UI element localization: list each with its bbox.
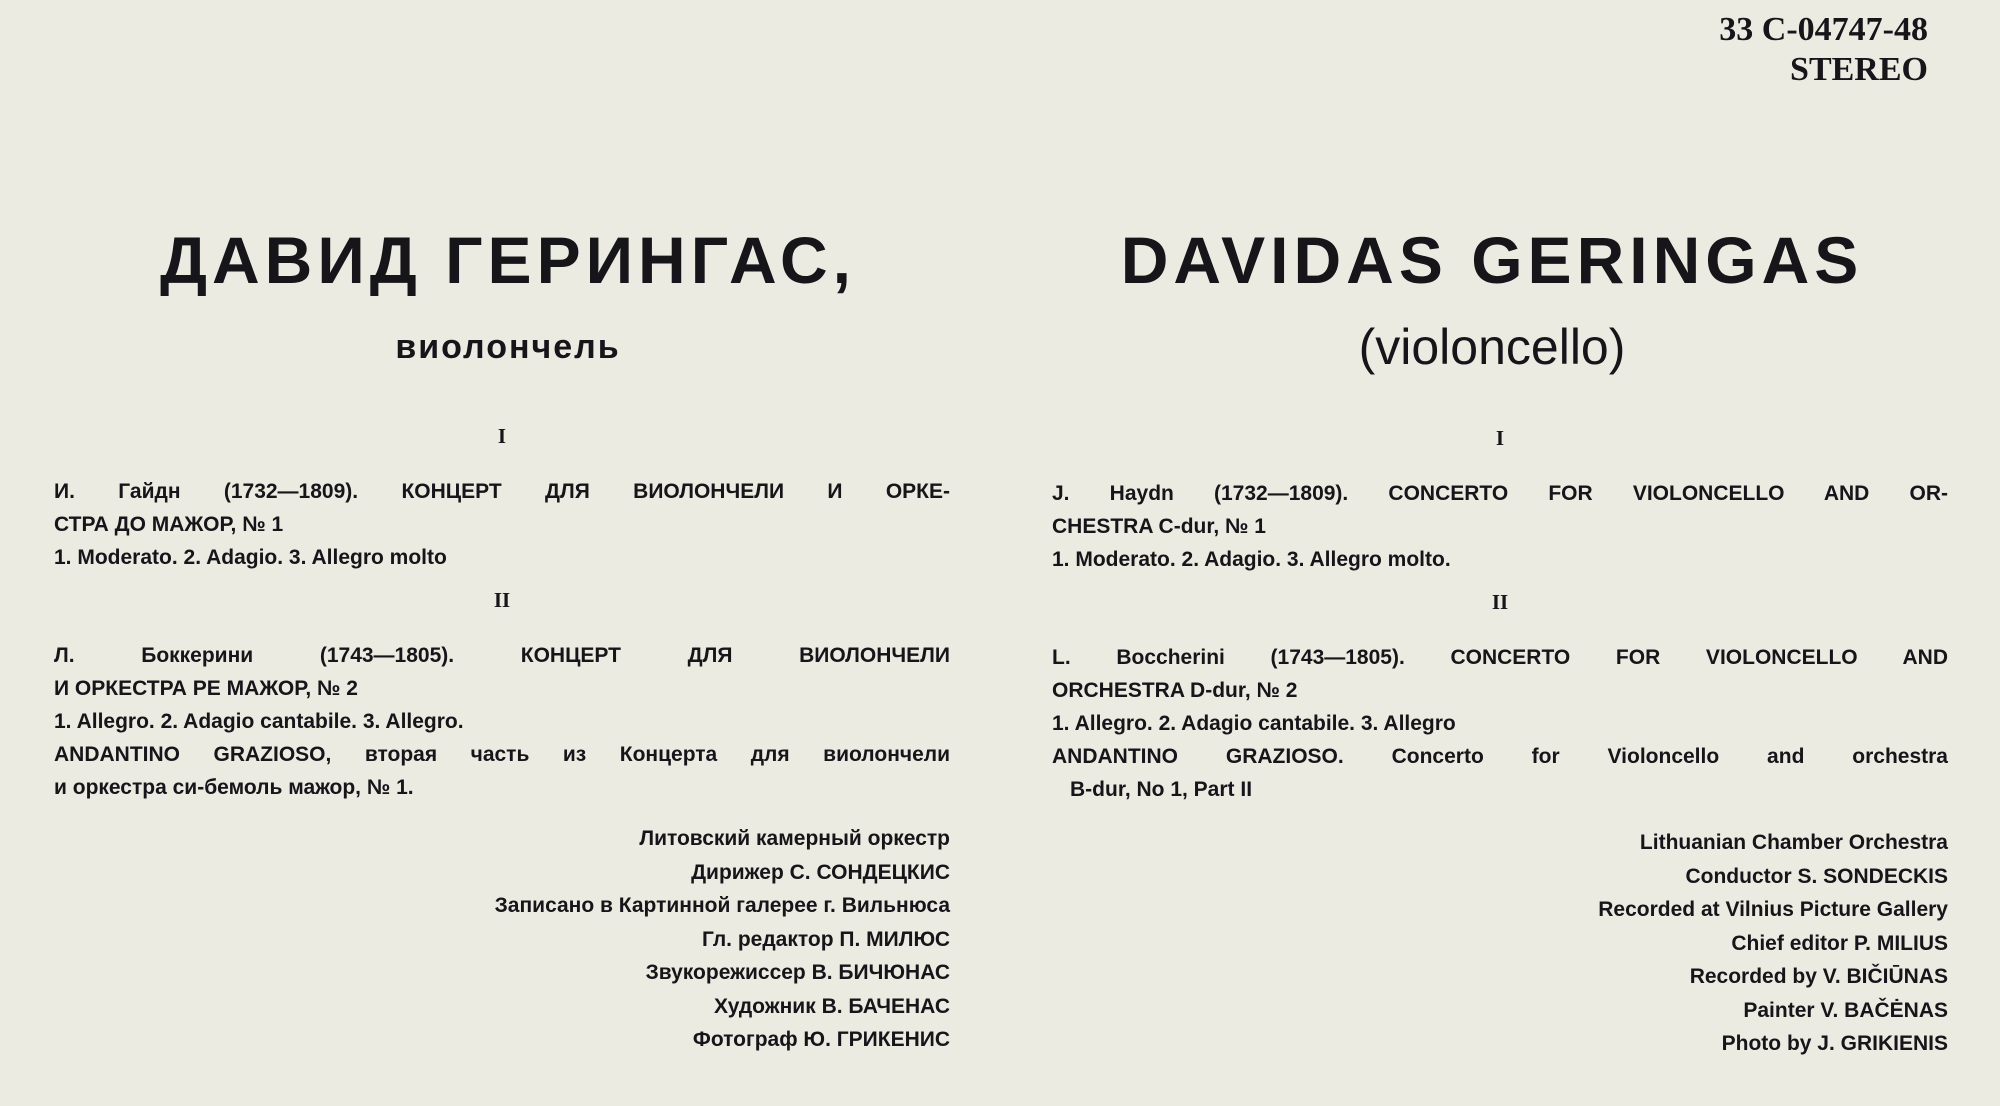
boccherini-title-line1-ru: Л. Боккерини (1743—1805). КОНЦЕРТ ДЛЯ ВИОЛОНЧЕЛИ: [54, 644, 950, 667]
part-numeral-1-ru: I: [497, 424, 507, 448]
andantino-line2-ru: и оркестра си-бемоль мажор, № 1.: [54, 776, 414, 799]
credit-sound-engineer-ru: Звукорежиссер В. БИЧЮНАС: [645, 961, 950, 984]
andantino-line1-en: ANDANTINO GRAZIOSO. Concerto for Violoncello and orchestra: [1052, 745, 1948, 768]
haydn-movements-en: 1. Moderato. 2. Adagio. 3. Allegro molto.: [1052, 548, 1451, 571]
program-ru: [54, 420, 950, 804]
program-en: [1052, 422, 1948, 806]
instrument-en: (violoncello): [1358, 319, 1626, 375]
credit-sound-engineer-en: Recorded by V. BIČIŪNAS: [1689, 965, 1948, 988]
credit-painter-en: Painter V. BAČĖNAS: [1743, 998, 1948, 1022]
credit-painter-ru: Художник В. БАЧЕНАС: [713, 994, 950, 1018]
andantino-line1-ru: ANDANTINO GRAZIOSO, вторая часть из Концерта для виолончели: [54, 743, 950, 766]
boccherini-title-line2-en: ORCHESTRA D-dur, № 2: [1052, 679, 1298, 702]
boccherini-title-line2-ru: И ОРКЕСТРА РЕ МАЖОР, № 2: [54, 677, 358, 700]
stereo-label: STEREO: [1790, 51, 1928, 88]
credits-en: [1598, 826, 1948, 1061]
catalog-info: [1719, 10, 1928, 90]
credit-orchestra-ru: Литовский камерный оркестр: [639, 827, 950, 850]
boccherini-title-line1-en: L. Boccherini (1743—1805). CONCERTO FOR VIOLONCELLO AND: [1052, 646, 1948, 669]
haydn-title-line2-ru: СТРА ДО МАЖОР, № 1: [54, 513, 284, 536]
part-numeral-2-ru: II: [493, 588, 511, 612]
part-numeral-1-en: I: [1495, 426, 1505, 450]
haydn-title-line2-en: CHESTRA C-dur, № 1: [1052, 515, 1266, 538]
instrument-ru: виолончель: [395, 328, 621, 366]
haydn-movements-ru: 1. Moderato. 2. Adagio. 3. Allegro molto: [54, 546, 447, 569]
andantino-line2-en: B-dur, No 1, Part II: [1070, 778, 1253, 801]
credits-ru: [495, 822, 950, 1057]
credit-conductor-ru: Дирижер С. СОНДЕЦКИС: [691, 860, 950, 884]
credit-orchestra-en: Lithuanian Chamber Orchestra: [1639, 831, 1948, 854]
performer-name-ru: ДАВИД ГЕРИНГАС,: [160, 223, 856, 297]
credit-photographer-ru: Фотограф Ю. ГРИКЕНИС: [692, 1028, 950, 1051]
performer-name-en: DAVIDAS GERINGAS: [1120, 223, 1864, 297]
credit-editor-ru: Гл. редактор П. МИЛЮС: [701, 927, 950, 951]
credit-recorded-at-en: Recorded at Vilnius Picture Gallery: [1598, 898, 1948, 921]
boccherini-movements-en: 1. Allegro. 2. Adagio cantabile. 3. Allegro: [1052, 712, 1456, 735]
boccherini-movements-ru: 1. Allegro. 2. Adagio cantabile. 3. Allegro.: [54, 710, 464, 733]
haydn-title-line1-en: J. Haydn (1732—1809). CONCERTO FOR VIOLONCELLO AND OR-: [1052, 482, 1948, 505]
part-numeral-2-en: II: [1491, 590, 1509, 614]
credit-recorded-at-ru: Записано в Картинной галерее г. Вильнюса: [494, 894, 950, 917]
credit-editor-en: Chief editor P. MILIUS: [1731, 931, 1948, 955]
credit-conductor-en: Conductor S. SONDECKIS: [1685, 864, 1948, 888]
haydn-title-line1-ru: И. Гайдн (1732—1809). КОНЦЕРТ ДЛЯ ВИОЛОНЧЕЛИ И ОРКЕ-: [54, 480, 950, 503]
catalog-number: 33 С-04747-48: [1719, 11, 1928, 48]
credit-photographer-en: Photo by J. GRIKIENIS: [1721, 1032, 1948, 1055]
